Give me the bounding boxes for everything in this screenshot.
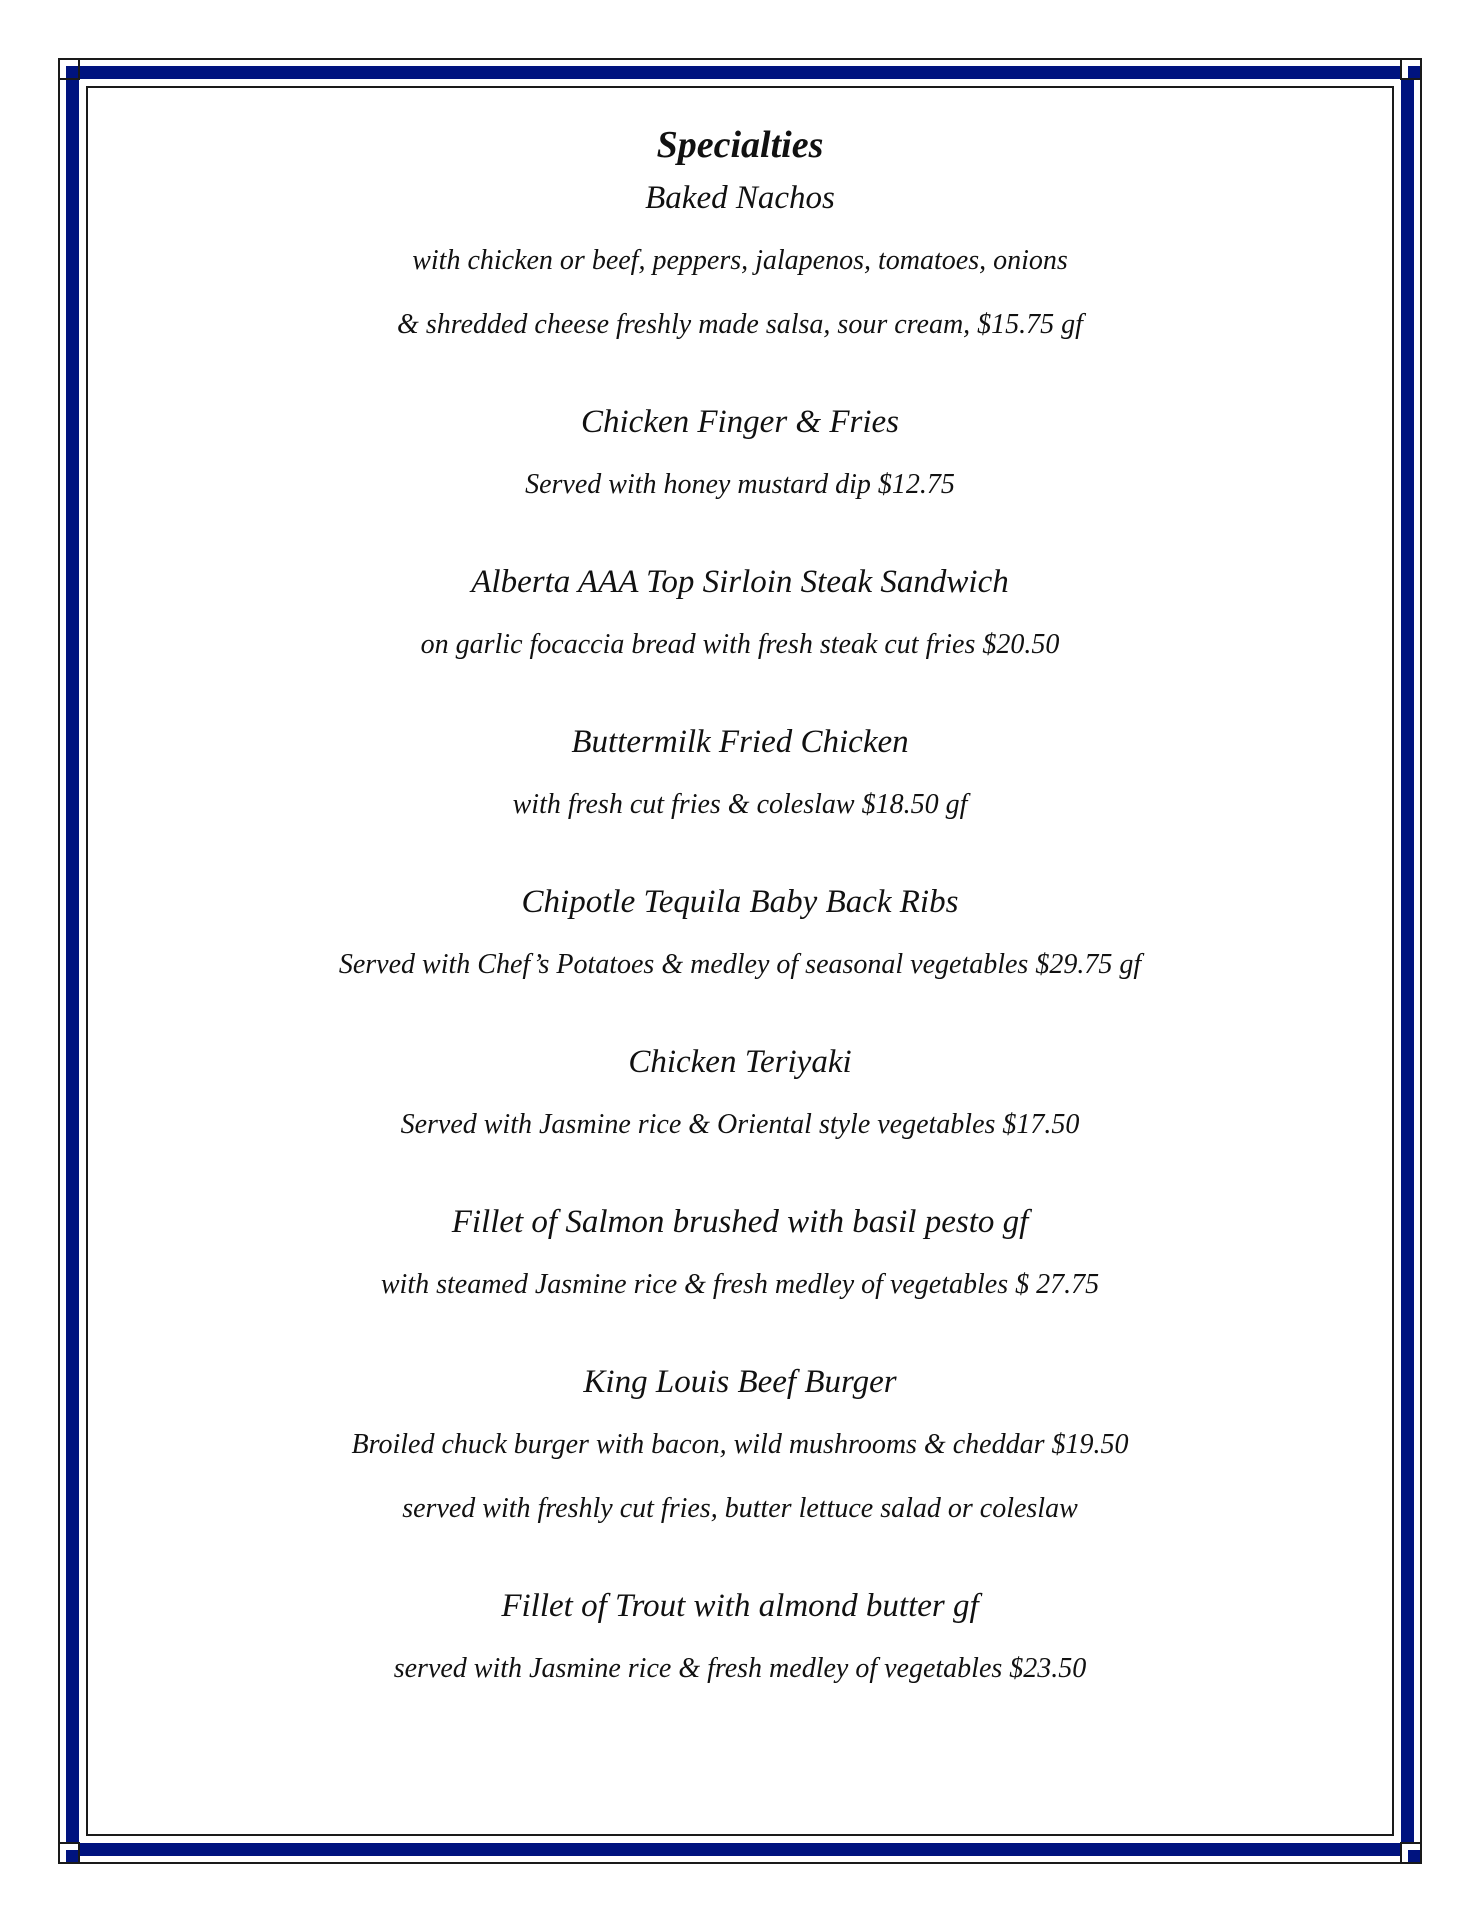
item-name: King Louis Beef Burger: [583, 1364, 897, 1400]
menu-item-chicken-teriyaki: [100, 1032, 1380, 1142]
menu-title: Specialties: [656, 124, 824, 166]
menu-item-steak-sandwich: [100, 552, 1380, 662]
item-name: Chicken Finger & Fries: [580, 404, 899, 440]
item-description: served with Jasmine rice & fresh medley of vegetables $23.50: [393, 1653, 1087, 1684]
item-description: with steamed Jasmine rice & fresh medley of vegetables $ 27.75: [380, 1269, 1100, 1300]
item-description: & shredded cheese freshly made salsa, sour cream, $15.75 gf: [397, 309, 1083, 340]
corner-ornament-top-left: [58, 58, 80, 80]
menu-item-trout: [100, 1576, 1380, 1686]
corner-ornament-top-right: [1400, 58, 1422, 80]
item-description: Broiled chuck burger with bacon, wild mushrooms & cheddar $19.50: [351, 1429, 1129, 1460]
item-name: Chipotle Tequila Baby Back Ribs: [521, 884, 959, 920]
item-description: served with freshly cut fries, butter lettuce salad or coleslaw: [402, 1493, 1078, 1524]
item-name: Buttermilk Fried Chicken: [571, 724, 909, 760]
item-name: Alberta AAA Top Sirloin Steak Sandwich: [471, 564, 1009, 600]
menu-item-salmon: [100, 1192, 1380, 1302]
item-description: Served with honey mustard dip $12.75: [525, 469, 955, 500]
item-description: on garlic focaccia bread with fresh steak cut fries $20.50: [420, 629, 1060, 660]
item-description: with chicken or beef, peppers, jalapenos, tomatoes, onions: [412, 245, 1068, 276]
corner-ornament-bottom-right: [1400, 1842, 1422, 1864]
item-description: Served with Jasmine rice & Oriental style vegetables $17.50: [400, 1109, 1080, 1140]
item-name: Baked Nachos: [645, 180, 835, 216]
item-name: Fillet of Salmon brushed with basil pesto gf: [451, 1204, 1029, 1240]
menu-item-beef-burger: [100, 1352, 1380, 1526]
item-name: Fillet of Trout with almond butter gf: [501, 1588, 979, 1624]
item-description: Served with Chef’s Potatoes & medley of seasonal vegetables $29.75 gf: [338, 949, 1142, 980]
item-name: Chicken Teriyaki: [628, 1044, 852, 1080]
menu-page: [100, 120, 1380, 1686]
menu-item-baked-nachos: [100, 178, 1380, 342]
corner-ornament-bottom-left: [58, 1842, 80, 1864]
item-description: with fresh cut fries & coleslaw $18.50 gf: [512, 789, 968, 820]
menu-item-fried-chicken: [100, 712, 1380, 822]
menu-item-chicken-finger: [100, 392, 1380, 502]
menu-item-baby-back-ribs: [100, 872, 1380, 982]
